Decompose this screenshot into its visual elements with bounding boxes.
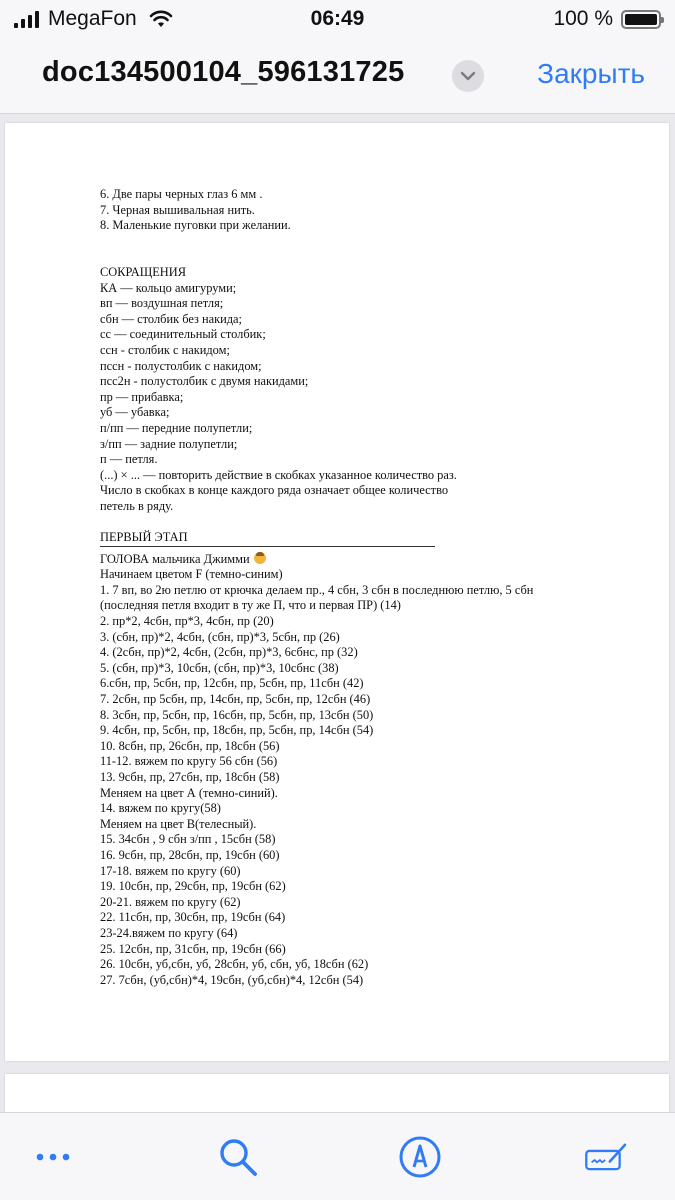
- text-line: 8. 3сбн, пр, 5сбн, пр, 16сбн, пр, 5сбн, пр, 13сбн (50): [100, 707, 374, 722]
- text-line: 9. 4сбн, пр, 5сбн, пр, 18сбн, пр, 5сбн, пр, 14сбн (54): [100, 723, 374, 738]
- text-line: Меняем на цвет А (темно-синий).: [100, 785, 278, 800]
- text-line: псс2н - полустолбик с двумя накидами;: [100, 374, 309, 389]
- text-line: уб — убавка;: [100, 405, 170, 420]
- text-line: КА — кольцо амигуруми;: [100, 280, 237, 295]
- text-line: 27. 7сбн, (уб,сбн)*4, 19сбн, (уб,сбн)*4, 12сбн (54): [100, 972, 364, 987]
- text-line: 6. Две пары черных глаз 6 мм .: [100, 187, 263, 201]
- text-line: вп — воздушная петля;: [100, 296, 224, 311]
- text-line: СОКРАЩЕНИЯ: [100, 264, 186, 279]
- text-line: сбн — столбик без накида;: [100, 311, 243, 326]
- carrier-name: MegaFon: [48, 7, 137, 30]
- text-line: пр — прибавка;: [100, 389, 184, 404]
- text-line: 3. (сбн, пр)*2, 4сбн, (сбн, пр)*3, 5сбн, пр (26): [100, 629, 340, 644]
- text-line: 20-21. вяжем по кругу (62): [100, 894, 241, 909]
- text-line: 26. 10сбн, уб,сбн, уб, 28сбн, уб, сбн, уб, 18сбн (62): [100, 957, 369, 972]
- text-line: петель в ряду.: [100, 498, 174, 513]
- markup-button[interactable]: [398, 1135, 442, 1179]
- more-icon: [35, 1152, 71, 1162]
- close-button[interactable]: Закрыть: [537, 58, 645, 89]
- document-viewer[interactable]: [0, 114, 675, 1112]
- text-line: Число в скобках в конце каждого ряда означает общее количество: [100, 483, 449, 498]
- page-text: [100, 187, 620, 988]
- text-line: п/пп — передние полупетли;: [100, 420, 253, 435]
- search-icon: [217, 1136, 259, 1178]
- boy-face-icon: [254, 552, 266, 564]
- text-line: (последняя петля входит в ту же П, что и первая ПР) (14): [100, 598, 401, 613]
- text-line: Меняем на цвет В(телесный).: [100, 816, 257, 831]
- text-line: 4. (2сбн, пр)*2, 4сбн, (2сбн, пр)*3, 6сбнс, пр (32): [100, 645, 358, 660]
- text-line: 16. 9сбн, пр, 28сбн, пр, 19сбн (60): [100, 847, 280, 862]
- text-line: 15. 34сбн , 9 сбн з/пп , 15сбн (58): [100, 832, 276, 847]
- text-line: 6.сбн, пр, 5сбн, пр, 12сбн, пр, 5сбн, пр, 11сбн (42): [100, 676, 364, 691]
- clock: 06:49: [310, 7, 365, 30]
- document-title: doc134500104_596131725: [42, 56, 405, 88]
- text-line: 8. Маленькие пуговки при желании.: [100, 218, 291, 233]
- text-line: 2. пр*2, 4сбн, пр*3, 4сбн, пр (20): [100, 614, 274, 629]
- text-line: [100, 234, 620, 250]
- status-bar: [0, 0, 675, 38]
- next-document-page: [5, 1074, 669, 1112]
- text-line: з/пп — задние полупетли;: [100, 436, 238, 451]
- text-line: сс — соединительный столбик;: [100, 327, 266, 342]
- section-heading-head: ГОЛОВА мальчика Джимми: [100, 552, 620, 568]
- signature-button[interactable]: [584, 1135, 628, 1179]
- text-line: 10. 8сбн, пр, 26сбн, пр, 18сбн (56): [100, 738, 280, 753]
- text-line: 25. 12сбн, пр, 31сбн, пр, 19сбн (66): [100, 941, 286, 956]
- markup-icon: [398, 1135, 442, 1179]
- chevron-down-icon[interactable]: [452, 60, 484, 92]
- navigation-bar: [0, 38, 675, 114]
- text-line: 19. 10сбн, пр, 29сбн, пр, 19сбн (62): [100, 879, 286, 894]
- text-line: 5. (сбн, пр)*3, 10сбн, (сбн, пр)*3, 10сбнс (38): [100, 660, 339, 675]
- battery-percent: 100 %: [553, 7, 613, 30]
- text-line: 7. Черная вышивальная нить.: [100, 202, 255, 217]
- text-line: ПЕРВЫЙ ЭТАП: [100, 530, 188, 545]
- search-button[interactable]: [216, 1135, 260, 1179]
- battery-icon: [621, 10, 661, 29]
- text-line: 7. 2сбн, пр 5сбн, пр, 14сбн, пр, 5сбн, пр, 12сбн (46): [100, 692, 371, 706]
- text-line: п — петля.: [100, 452, 158, 467]
- signature-icon: [584, 1137, 628, 1177]
- text-line: (...) × ... — повторить действие в скобках указанное количество раз.: [100, 467, 457, 482]
- text-line: 13. 9сбн, пр, 27сбн, пр, 18сбн (58): [100, 769, 280, 784]
- text-line: 23-24.вяжем по кругу (64): [100, 925, 238, 940]
- text-line: 11-12. вяжем по кругу 56 сбн (56): [100, 754, 278, 769]
- text-line: пссн - полустолбик с накидом;: [100, 358, 262, 373]
- document-page: [5, 123, 669, 1061]
- text-line: 1. 7 вп, во 2ю петлю от крючка делаем пр., 4 сбн, 3 сбн в последнюю петлю, 5 сбн: [100, 582, 534, 597]
- text-line: 17-18. вяжем по кругу (60): [100, 863, 241, 878]
- text-line: 14. вяжем по кругу(58): [100, 801, 221, 816]
- divider: [100, 546, 435, 547]
- text-line: [100, 249, 620, 265]
- text-line: 22. 11сбн, пр, 30сбн, пр, 19сбн (64): [100, 910, 286, 925]
- more-button[interactable]: [31, 1135, 75, 1179]
- bottom-toolbar: [0, 1112, 675, 1200]
- text-line: ссн - столбик с накидом;: [100, 342, 230, 357]
- text-line: Начинаем цветом F (темно-синим): [100, 567, 283, 582]
- text-line: [100, 514, 620, 530]
